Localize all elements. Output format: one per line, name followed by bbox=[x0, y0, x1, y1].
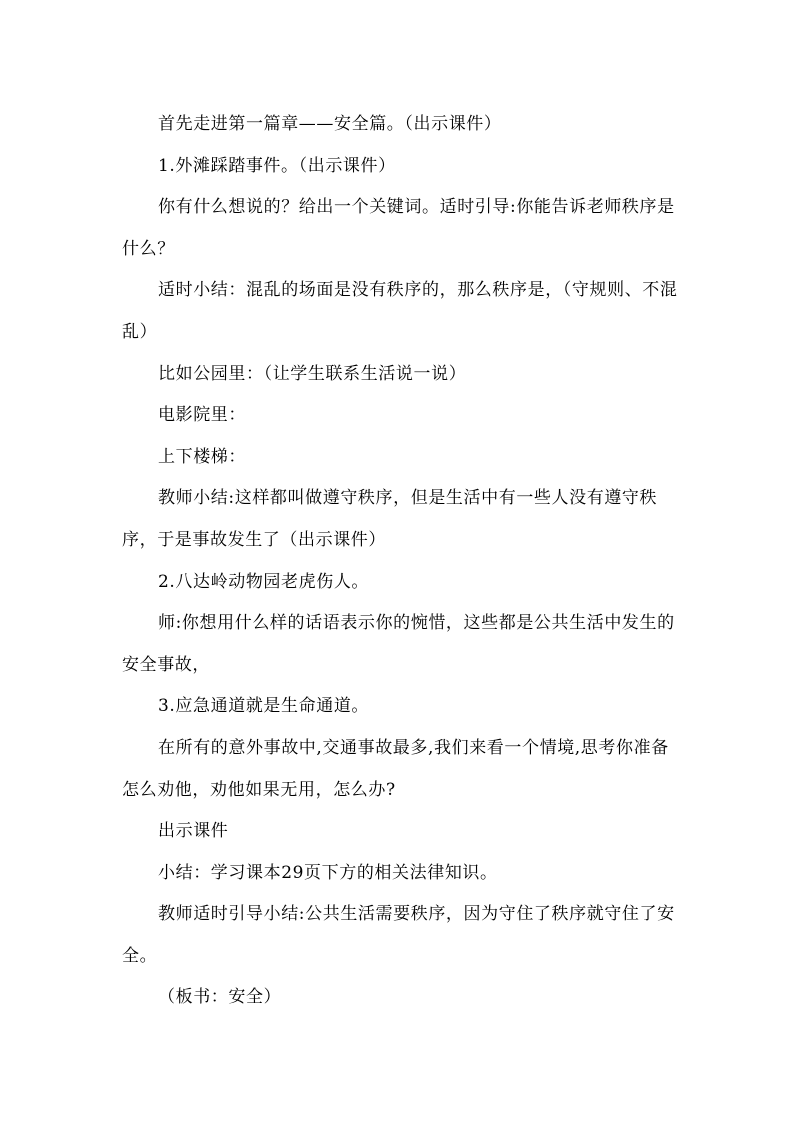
paragraph-question: 你有什么想说的？给出一个关键词。适时引导:你能告诉老师秩序是什么？ bbox=[122, 197, 675, 259]
paragraph-conclusion: 教师适时引导小结:公共生活需要秩序，因为守住了秩序就守住了安全。 bbox=[122, 904, 675, 966]
paragraph-cinema: 电影院里： bbox=[158, 405, 246, 426]
paragraph-board-note: （板书：安全） bbox=[158, 987, 282, 1008]
paragraph-item-1: 1.外滩踩踏事件。（出示课件） bbox=[158, 155, 396, 176]
paragraph-item-3: 3.应急通道就是生命通道。 bbox=[158, 696, 370, 717]
paragraph-item-2: 2.八达岭动物园老虎伤人。 bbox=[158, 571, 370, 592]
paragraph-teacher-summary: 教师小结:这样都叫做遵守秩序，但是生活中有一些人没有遵守秩序，于是事故发生了（出示课件） bbox=[122, 488, 658, 550]
paragraph-law-summary: 小结：学习课本29页下方的相关法律知识。 bbox=[158, 862, 498, 883]
paragraph-park: 比如公园里：（让学生联系生活说一说） bbox=[158, 363, 467, 384]
paragraph-teacher-remark: 师:你想用什么样的话语表示你的惋惜，这些都是公共生活中发生的安全事故， bbox=[122, 613, 675, 675]
paragraph-traffic: 在所有的意外事故中,交通事故最多,我们来看一个情境,思考你准备怎么劝他，劝他如果无用，怎么办? bbox=[122, 737, 669, 800]
paragraph-summary: 适时小结：混乱的场面是没有秩序的，那么秩序是，（守规则、不混乱） bbox=[122, 280, 678, 342]
paragraph-stairs: 上下楼梯： bbox=[158, 446, 246, 467]
paragraph-intro: 首先走进第一篇章——安全篇。（出示课件） bbox=[158, 114, 502, 134]
paragraph-show-courseware: 出示课件 bbox=[158, 821, 229, 842]
document-body bbox=[122, 104, 682, 1019]
